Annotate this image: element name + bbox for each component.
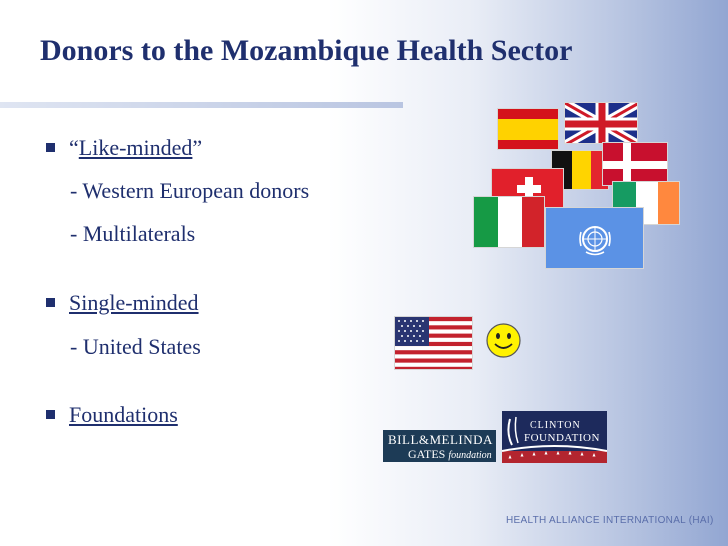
like-minded-link[interactable]: Like-minded [78,135,193,160]
clinton-logo-line1: CLINTON [530,420,581,431]
foundations-link[interactable]: Foundations [69,402,178,427]
italy-flag [473,196,545,248]
close-quote: ” [192,135,203,160]
usa-flag [394,316,473,370]
spain-flag [497,108,559,150]
uk-flag [564,102,638,144]
smiley-face-icon [485,322,522,359]
gates-foundation-logo [383,430,496,462]
gates-logo-line2-wrap [388,448,492,461]
sub-item-united-states: - United States [70,334,201,359]
denmark-flag [602,142,668,186]
clinton-foundation-logo [502,411,607,463]
bullet-marker [46,410,55,419]
sub-item-multilaterals: - Multilaterals [70,221,196,246]
bullet-marker [46,298,55,307]
gates-logo-line1: BILL&MELINDA [388,432,493,447]
open-quote: “ [69,135,79,160]
single-minded-link[interactable]: Single-minded [69,290,199,315]
bullet-foundations [46,402,178,428]
sub-item-western-european: - Western European donors [70,178,310,203]
clinton-logo-line2: FOUNDATION [524,432,600,444]
bullet-single-minded [46,290,199,316]
gates-logo-line2b: foundation [448,450,492,461]
un-flag [545,207,644,269]
slide-footer: HEALTH ALLIANCE INTERNATIONAL (HAI) [506,515,714,526]
bullet-marker [46,143,55,152]
slide-title: Donors to the Mozambique Health Sector [40,34,573,67]
gates-logo-line2: GATES [408,447,446,461]
title-rule [0,102,403,108]
bullet-like-minded [46,135,202,161]
